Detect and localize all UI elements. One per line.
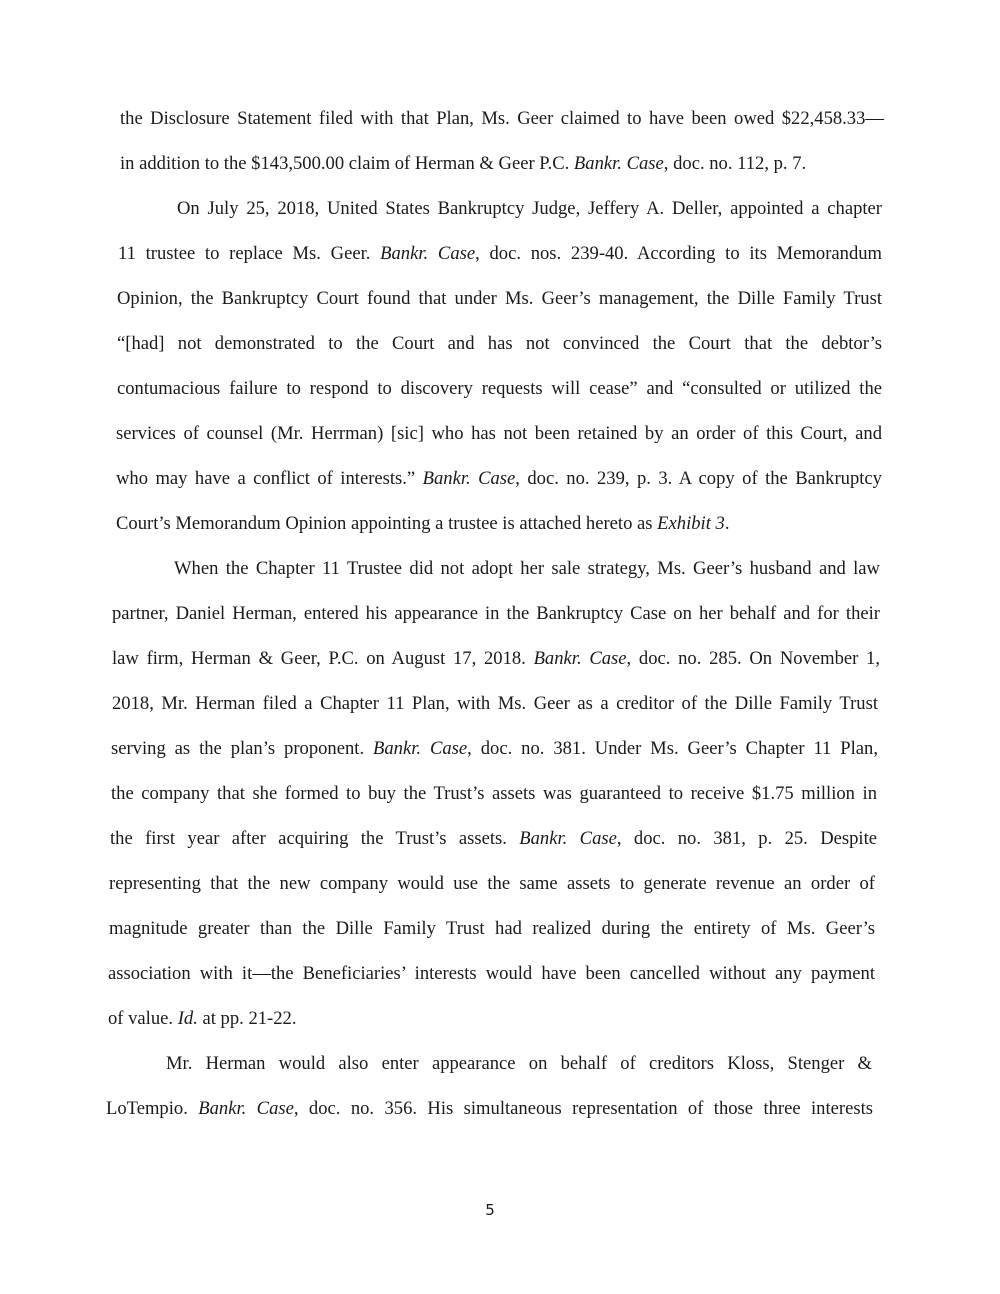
text-line [110,827,877,851]
text-line [117,332,882,356]
citation-italic: Bankr. Case [373,738,468,759]
text-run: LoTempio. [106,1098,199,1119]
text-run: in addition to the $143,500.00 claim of Herman & Geer P.C. [120,153,574,174]
text-line [174,557,880,581]
text-line [120,152,806,176]
text-run: Court’s Memorandum Opinion appointing a trustee is attached hereto as [116,513,658,534]
text-run: contumacious failure to respond to discovery requests will cease” and “consulted or utilized the [117,378,882,399]
text-line [109,917,875,941]
text-run: the Disclosure Statement filed with that Plan, Ms. Geer claimed to have been owed $22,458.33— [120,108,884,129]
text-run: When the Chapter 11 Trustee did not adopt her sale strategy, Ms. Geer’s husband and law [174,558,880,579]
citation-italic: Exhibit 3 [657,513,725,534]
text-run: serving as the plan’s proponent. [111,738,374,759]
text-run: , doc. no. 285. On November 1, [626,648,880,669]
text-run: who may have a conflict of interests.” [116,468,423,489]
text-line [116,512,729,536]
text-run: . [724,513,730,534]
text-run: , doc. no. 239, p. 3. A copy of the Bankruptcy [515,468,882,489]
text-run: 11 trustee to replace Ms. Geer. [118,243,381,264]
text-line [117,377,882,401]
text-line [120,107,884,131]
text-line [116,467,882,491]
text-run: , doc. no. 381. Under Ms. Geer’s Chapter 11 Plan, [467,738,878,759]
text-run: “[had] not demonstrated to the Court and has not convinced the Court that the debtor’s [117,333,882,354]
text-run: Opinion, the Bankruptcy Court found that under Ms. Geer’s management, the Dille Family Trust [117,288,882,309]
text-line [118,242,882,266]
text-run: association with it—the Beneficiaries’ interests would have been cancelled without any payment [108,963,875,984]
text-line [106,1097,873,1121]
text-line [166,1052,872,1076]
citation-italic: Bankr. Case [380,243,476,264]
citation-italic: Bankr. Case [533,648,627,669]
citation-italic: Bankr. Case [198,1098,294,1119]
text-run: On July 25, 2018, United States Bankruptcy Judge, Jeffery A. Deller, appointed a chapter [177,198,882,219]
text-run: law firm, Herman & Geer, P.C. on August 17, 2018. [112,648,534,669]
text-run: , doc. no. 356. His simultaneous representation of those three interests [293,1098,873,1119]
text-run: the company that she formed to buy the Trust’s assets was guaranteed to receive $1.75 million in [111,783,877,804]
text-run: 2018, Mr. Herman filed a Chapter 11 Plan, with Ms. Geer as a creditor of the Dille Family Trust [112,693,878,714]
text-run: , doc. no. 112, p. 7. [663,153,807,174]
text-run: , doc. no. 381, p. 25. Despite [616,828,877,849]
text-run: services of counsel (Mr. Herrman) [sic] who has not been retained by an order of this Court, and [116,423,882,444]
text-run: , doc. nos. 239-40. According to its Memorandum [475,243,882,264]
text-line [111,737,878,761]
text-run: Mr. Herman would also enter appearance on behalf of creditors Kloss, Stenger & [166,1053,872,1074]
text-line [177,197,882,221]
page-number: 5 [485,1201,495,1219]
text-line [109,872,875,896]
text-line [112,692,878,716]
text-line [108,962,875,986]
text-run: representing that the new company would use the same assets to generate revenue an order of [109,873,875,894]
text-line [108,1007,296,1031]
text-run: of value. [108,1008,178,1029]
text-line [112,602,880,626]
text-line [111,782,877,806]
citation-italic: Bankr. Case [519,828,617,849]
text-run: at pp. 21-22. [197,1008,297,1029]
text-run: the first year after acquiring the Trust’s assets. [110,828,520,849]
citation-italic: Id. [177,1008,198,1029]
text-line [112,647,880,671]
text-run: partner, Daniel Herman, entered his appearance in the Bankruptcy Case on her behalf and for their [112,603,880,624]
citation-italic: Bankr. Case [422,468,516,489]
text-line [117,287,882,311]
text-line [116,422,882,446]
citation-italic: Bankr. Case [573,153,664,174]
text-run: magnitude greater than the Dille Family Trust had realized during the entirety of Ms. Geer’s [109,918,875,939]
